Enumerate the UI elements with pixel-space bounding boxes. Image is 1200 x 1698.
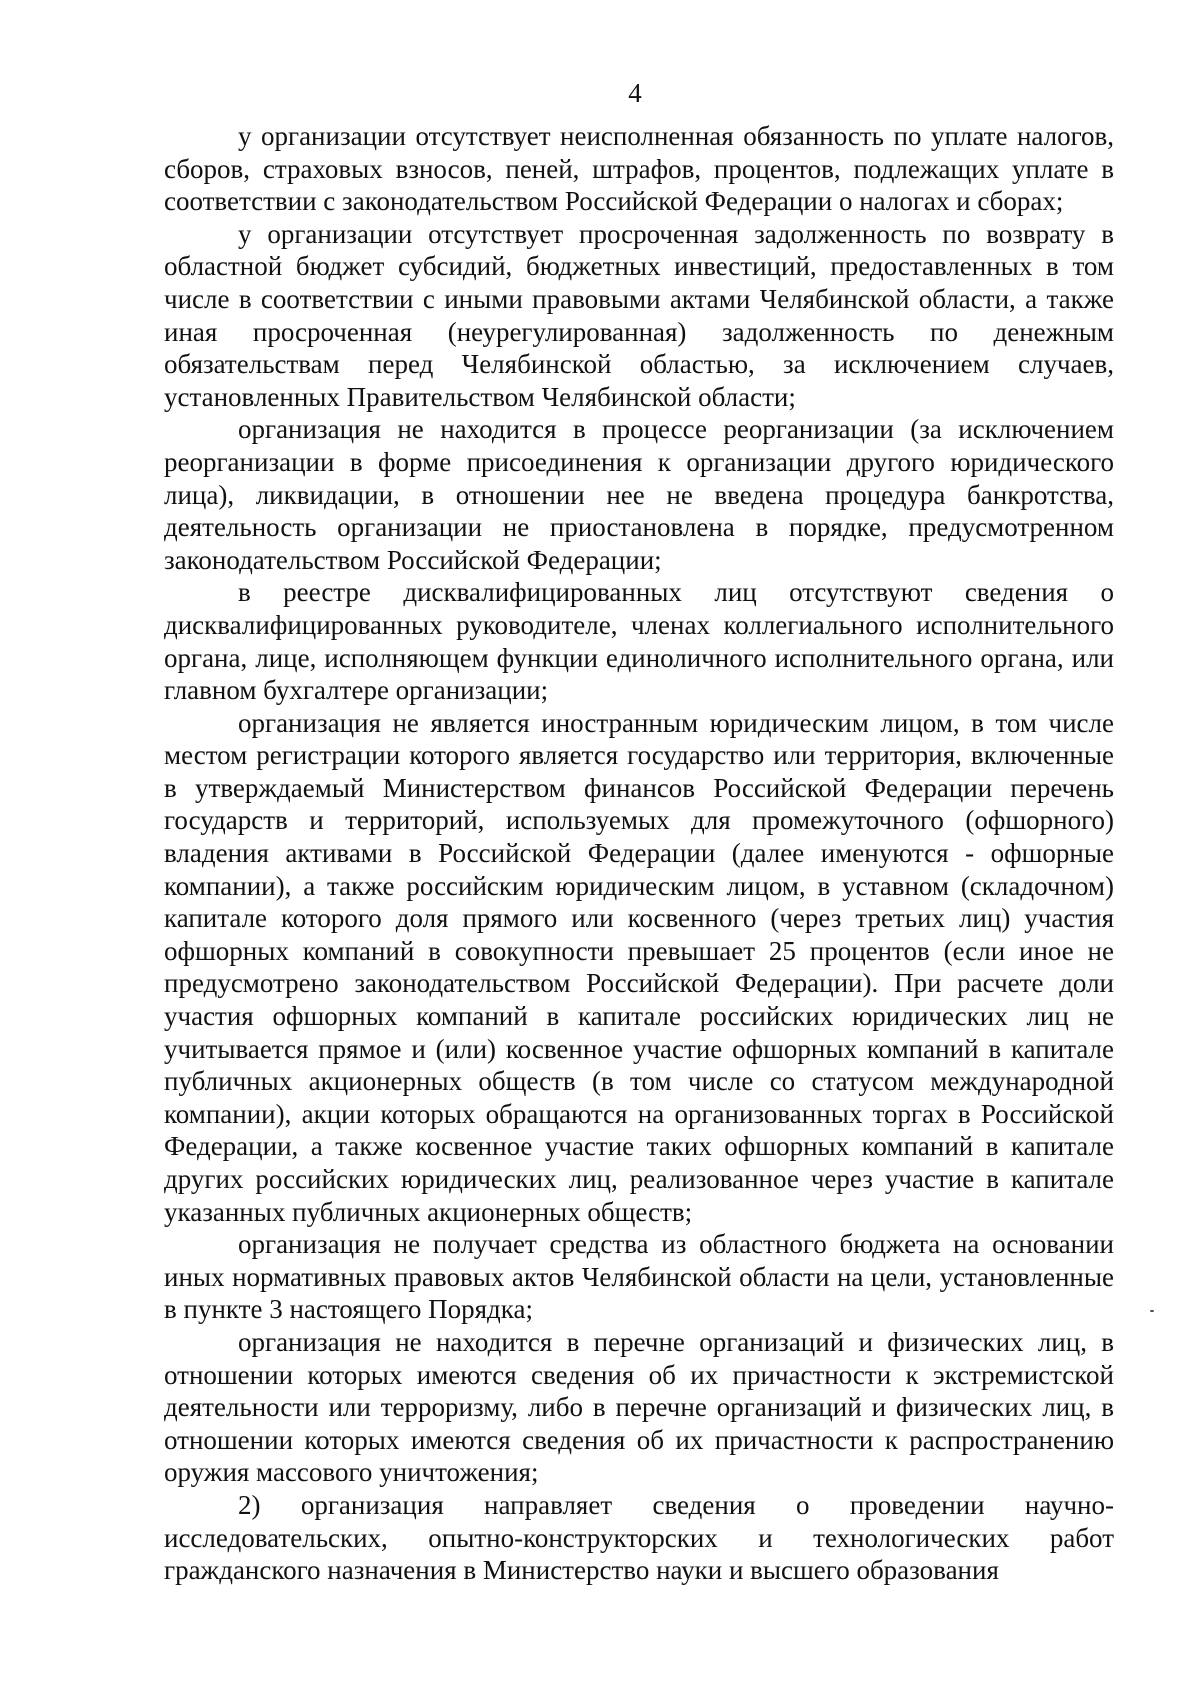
paragraph-offshore-companies: организация не является иностранным юридическим лицом, в том числе местом регистрации которого является государство или территория, включенные в утверждаемый Министерством финансов Российской Федерации перечень государств и территорий, используемых для промежуточного (офшорного) владения активами в Российской Федерации (далее именуются - офшорные компании), а также российским юридическим лицом, в уставном (складочном) капитале которого доля прямого или косвенного (через третьих лиц) участия офшорных компаний в совокупности превышает 25 процентов (если иное не предусмотрено законодательством Российской Федерации). При расчете доли участия офшорных компаний в капитале российских юридических лиц не учитывается прямое и (или) косвенное участие офшорных компаний в капитале публичных акционерных обществ (в том числе со статусом международной компании), акции которых обращаются на организованных торгах в Российской Федерации, а также косвенное участие таких офшорных компаний в капитале других российских юридических лиц, реализованное через участие в капитале указанных публичных акционерных обществ;: [164, 707, 1114, 1227]
paragraph-disqualified-persons: в реестре дисквалифицированных лиц отсутствуют сведения о дисквалифицированных руководителе, членах коллегиального исполнительного органа, лице, исполняющем функции единоличного исполнительного органа, или главном бухгалтере организации;: [164, 577, 1114, 706]
paragraph-extremism-list: организация не находится в перечне организаций и физических лиц, в отношении которых имеются сведения об их причастности к экстремистской деятельности или терроризму, либо в перечне организаций и физических лиц, в отношении которых имеются сведения об их причастности к распространению оружия массового уничтожения;: [164, 1326, 1114, 1488]
paragraph-budget-debt: у организации отсутствует просроченная задолженность по возврату в областной бюджет субсидий, бюджетных инвестиций, предоставленных в том числе в соответствии с иными правовыми актами Челябинской области, а также иная просроченная (неурегулированная) задолженность по денежным обязательствам перед Челябинской областью, за исключением случаев, установленных Правительством Челябинской области;: [164, 218, 1114, 412]
paragraph-tax-obligations: у организации отсутствует неисполненная обязанность по уплате налогов, сборов, страховых взносов, пеней, штрафов, процентов, подлежащих уплате в соответствии с законодательством Российской Федерации о налогах и сборах;: [164, 121, 1114, 217]
paragraph-research-reporting: 2) организация направляет сведения о проведении научно-исследовательских, опытно-конструкторских и технологических работ гражданского назначения в Министерство науки и высшего образования: [164, 1489, 1114, 1586]
scan-speck: [1150, 1310, 1154, 1312]
paragraph-reorganization: организация не находится в процессе реорганизации (за исключением реорганизации в форме присоединения к организации другого юридического лица), ликвидации, в отношении нее не введена процедура банкротства, деятельность организации не приостановлена в порядке, предусмотренном законодательством Российской Федерации;: [164, 414, 1114, 575]
paragraph-other-funding: организация не получает средства из областного бюджета на основании иных нормативных правовых актов Челябинской области на цели, установленные в пункте 3 настоящего Порядка;: [164, 1229, 1114, 1325]
document-body: [164, 120, 1114, 1587]
page-number: 4: [628, 78, 642, 108]
